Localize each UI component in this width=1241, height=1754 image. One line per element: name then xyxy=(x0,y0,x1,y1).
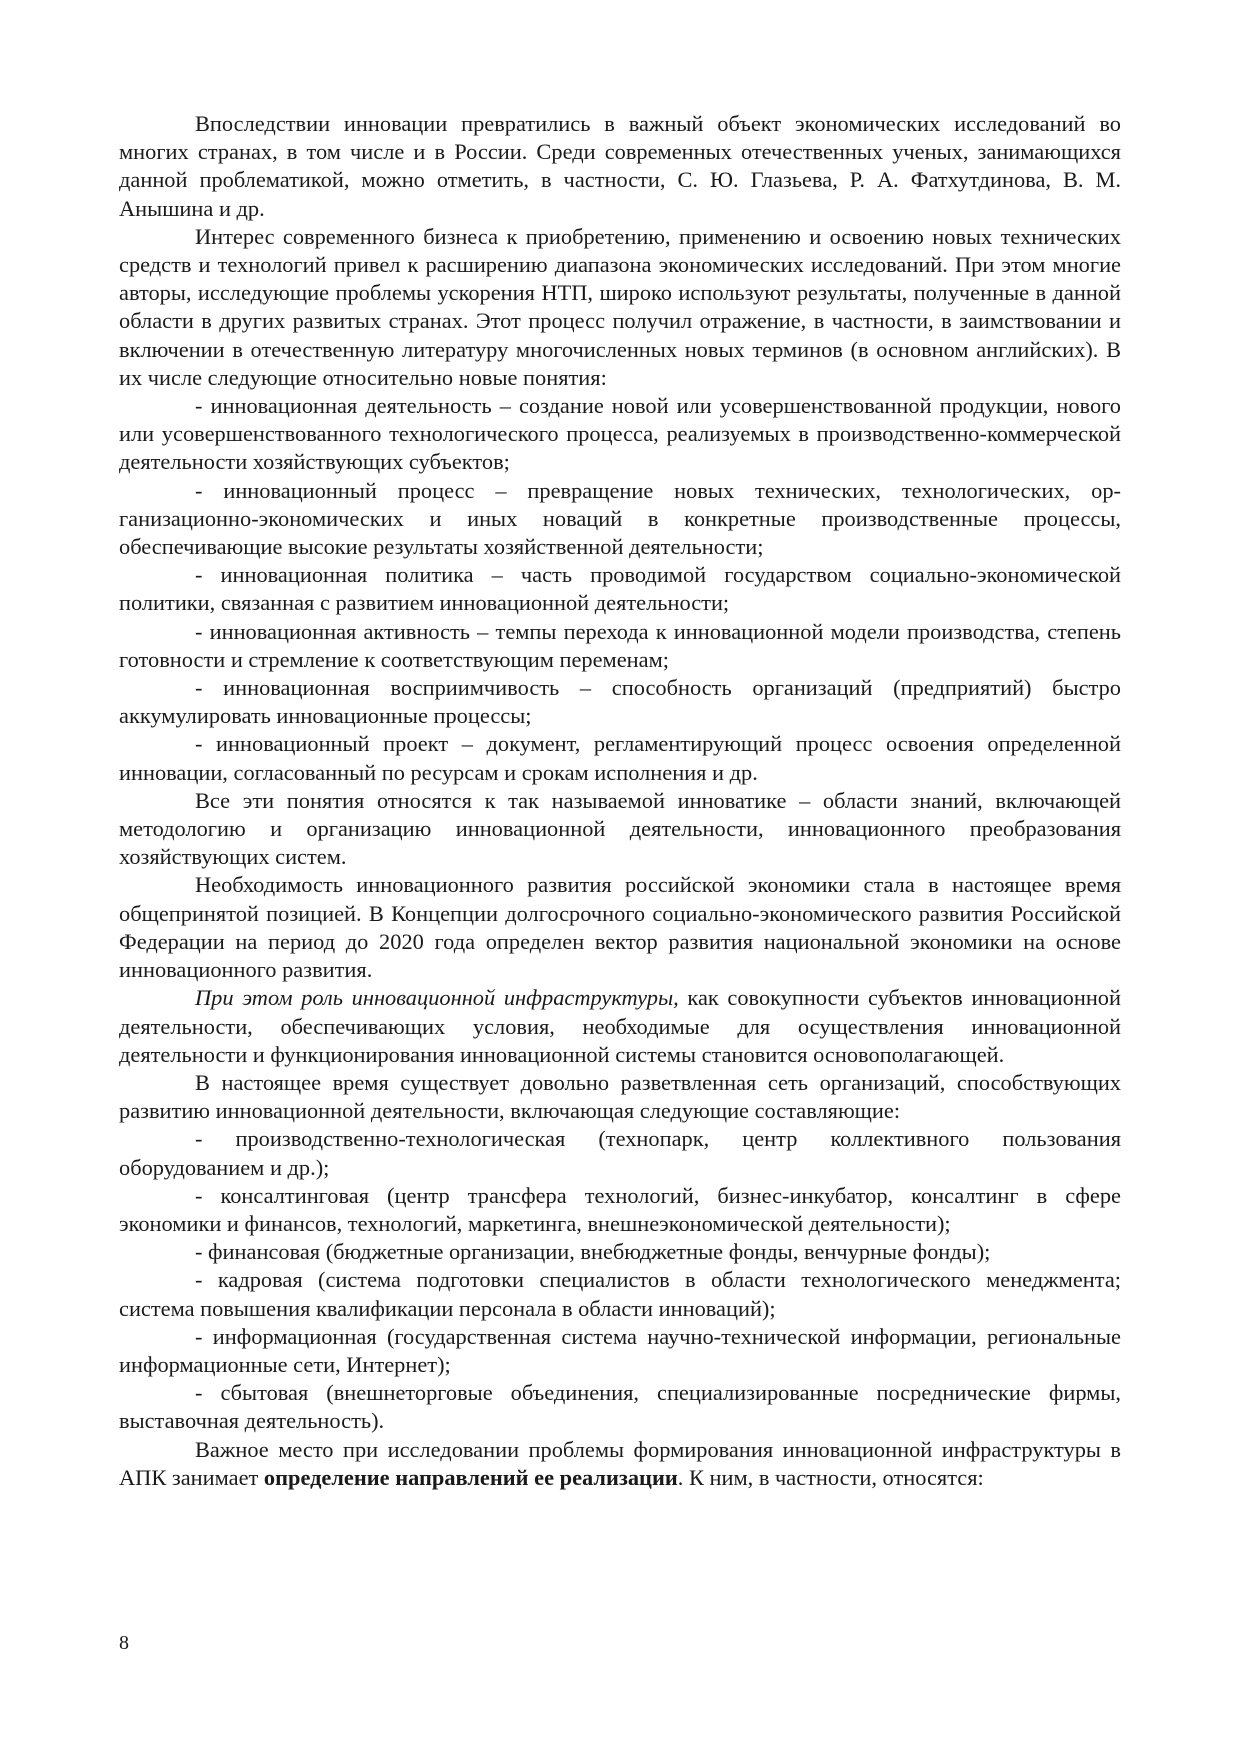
list-item: - информационная (государственная система научно-технической информации, региональные информационные сети, Интернет); xyxy=(119,1323,1121,1377)
list-item: - инновационная активность – темпы перехода к инновационной модели производства, степень готовности и стремление к соответствующим переменам; xyxy=(119,618,1121,672)
list-item: - консалтинговая (центр трансфера технологий, бизнес-инкубатор, консалтинг в сфере экономики и финансов, технологий, маркетинга, внешнеэкономической деятельности); xyxy=(119,1182,1121,1236)
bold-phrase: определение направлений ее реализации xyxy=(263,1464,678,1490)
list-item: - инновационный проект – документ, регламентирующий процесс освоения определенной инновации, согласованный по ресурсам и срокам исполнения и др. xyxy=(119,731,1121,785)
paragraph: Необходимость инновационного развития российской экономики стала в настоящее время общепринятой позицией. В Концепции долгосрочного социально-экономического развития Российской Федерации на период до 2020 года определен вектор развития национальной экономики на основе инновационного развития. xyxy=(119,872,1121,983)
paragraph: Впоследствии инновации превратились в важный объект экономических исследований во многих странах, в том числе и в России. Среди современных отечественных ученых, занимающихся данной проблематикой, можно отметить, в частности, С. Ю. Глазьева, Р. А. Фатхутдинова, В. М. Анышина и др. xyxy=(119,111,1121,221)
list-item: - сбытовая (внешнеторговые объединения, специализированные посреднические фирмы, выставочная деятельность). xyxy=(119,1380,1121,1434)
list-item: - кадровая (система подготовки специалистов в области технологического менеджмента; система повышения квалификации персонала в области инноваций); xyxy=(119,1267,1121,1321)
paragraph-text: как совокупности субъектов инновационной деятельности, обеспечивающих условия, необходимые для осуществления инновационной деятельности и функционирования инновационной системы становится основополагающей. xyxy=(119,985,1121,1067)
paragraph-tail: . К ним, в частности, относятся: xyxy=(677,1464,984,1490)
list-item: - инновационная восприимчивость – способность организаций (предприятий) быстро аккумулировать инновационные процессы; xyxy=(119,675,1121,729)
paragraph: Интерес современного бизнеса к приобретению, применению и освоению новых технических средств и технологий привел к расширению диапазона экономических исследований. При этом многие авторы, исследующие проблемы ускорения НТП, широко используют результаты, полученные в данной области в других развитых странах. Этот процесс получил отражение, в частности, в заимствовании и включении в отечественную литературу многочисленных новых терминов (в основном английских). В их числе следующие относительно новые понятия: xyxy=(119,223,1121,390)
list-item: - инновационная деятельность – создание новой или усовершенствованной продукции, нового или усовершенствованного технологического процесса, реализуемых в производственно-коммерческой деятельности хозяйствующих субъектов; xyxy=(119,393,1121,475)
paragraph xyxy=(119,984,1121,1069)
list-item: - инновационная политика – часть проводимой государством социально-экономической политики, связанная с развитием инновационной деятельности; xyxy=(119,562,1121,616)
paragraph: Все эти понятия относятся к так называемой инноватике – области знаний, включающей методологию и организацию инновационной деятельности, инновационного преобразования хозяйствующих систем. xyxy=(119,787,1121,870)
list-item: - производственно-технологическая (технопарк, центр коллективного пользования оборудованием и др.); xyxy=(119,1126,1121,1180)
paragraph: В настоящее время существует довольно разветвленная сеть организаций, способствующих развитию инновационной деятельности, включающая следующие составляющие: xyxy=(119,1069,1121,1124)
paragraph-text: Важное место при исследовании проблемы формирования инновационной инфраструктуры в АПК занимает xyxy=(119,1436,1121,1490)
list-item: - инновационный процесс – превращение новых технических, технологических, организационно-экономических и иных новаций в конкретные производственные процессы, обеспечивающие высокие результаты хозяйственной деятельности; xyxy=(119,477,1121,560)
page-body xyxy=(119,110,1121,1492)
italic-phrase: При этом роль инновационной инфраструктуры, xyxy=(195,985,679,1011)
page-number: 8 xyxy=(119,1632,129,1654)
list-item: - финансовая (бюджетные организации, внебюджетные фонды, венчурные фонды); xyxy=(195,1239,991,1265)
paragraph xyxy=(119,1436,1121,1492)
